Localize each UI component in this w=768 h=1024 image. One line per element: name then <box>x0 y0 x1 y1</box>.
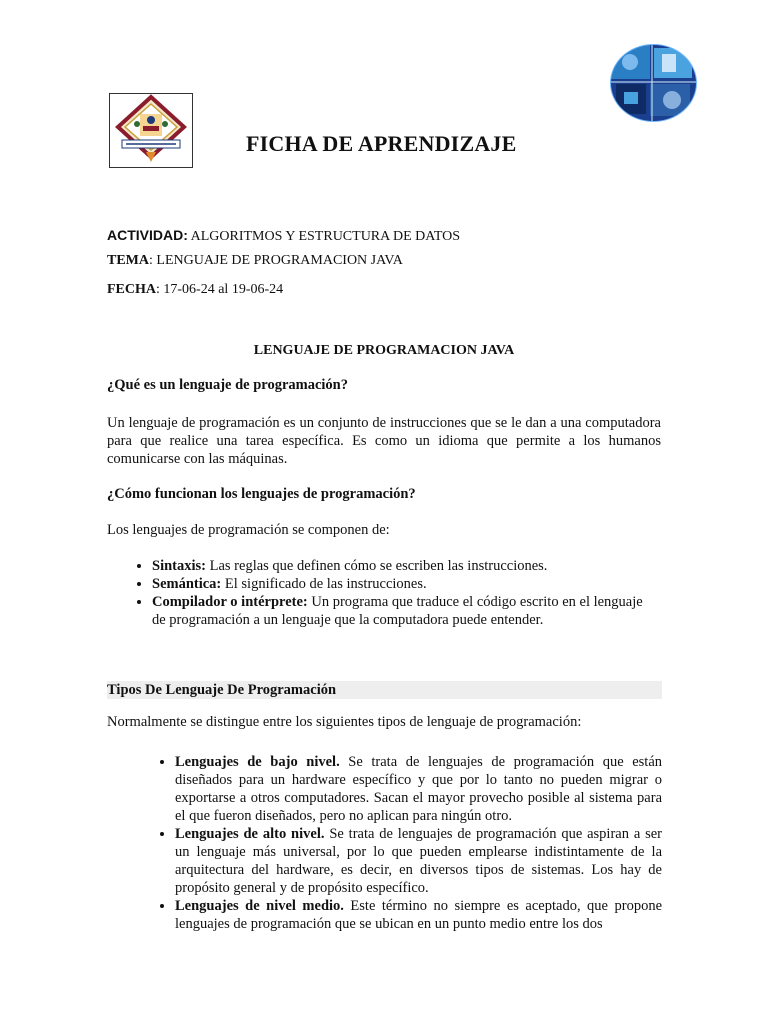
actividad-line <box>107 226 460 246</box>
list-item-desc: Se trata de lenguajes de programación que aspiran a ser un lenguaje más universal, por lo que pueden emplearse indistintamente de la arquitectura del hardware, es decir, en diversos tipos de sistemas. Los hay de propósito general y de propósito específico. <box>175 826 663 896</box>
list-item-desc: Se trata de lenguajes de programación que están diseñados para un hardware específico y que por lo tanto no pueden migrar o exportarse a otros computadores. Sacan el mayor provecho posible al sistema para el que fueron diseñados, pero no aplican para ningún otro. <box>175 754 663 824</box>
technology-collage-icon <box>610 44 697 122</box>
list-item <box>152 557 647 575</box>
section-title: LENGUAJE DE PROGRAMACION JAVA <box>253 343 515 358</box>
list-item-term: Lenguajes de alto nivel. <box>175 826 325 842</box>
page-title: FICHA DE APRENDIZAJE <box>246 131 517 156</box>
list-item <box>152 575 647 593</box>
list-item <box>175 753 662 825</box>
list-item-term: Sintaxis: <box>152 558 206 574</box>
fecha-value: : 17-06-24 al 19-06-24 <box>156 282 284 297</box>
list-item-term: Semántica: <box>152 576 222 592</box>
technology-collage-image <box>610 44 697 122</box>
list-item-term: Lenguajes de nivel medio. <box>175 898 344 914</box>
components-list <box>107 557 647 629</box>
types-heading: Tipos De Lenguaje De Programación <box>107 682 337 698</box>
list-item-desc: Este término no siempre es aceptado, que propone lenguajes de programación que se ubican en un punto medio entre los dos <box>175 898 663 932</box>
types-list <box>107 753 662 933</box>
tema-line <box>107 252 403 270</box>
tema-label: TEMA <box>107 253 149 268</box>
list-item-term: Compilador o intérprete: <box>152 594 308 610</box>
school-logo <box>109 93 193 168</box>
list-item <box>152 593 647 629</box>
fecha-line <box>107 281 283 299</box>
list-item-desc: El significado de las instrucciones. <box>221 576 427 592</box>
question-heading-2: ¿Cómo funcionan los lenguajes de programación? <box>107 486 416 502</box>
question-heading-1: ¿Qué es un lenguaje de programación? <box>107 377 348 393</box>
tema-value: : LENGUAJE DE PROGRAMACION JAVA <box>149 253 403 268</box>
list-item-desc: Un programa que traduce el código escrito en el lenguaje de programación a un lenguaje que la computadora puede entender. <box>152 594 643 628</box>
fecha-label: FECHA <box>107 282 156 297</box>
list-item-term: Lenguajes de bajo nivel. <box>175 754 340 770</box>
list-item-desc: Las reglas que definen cómo se escriben las instrucciones. <box>206 558 548 574</box>
list-item <box>175 897 662 933</box>
actividad-value: ALGORITMOS Y ESTRUCTURA DE DATOS <box>187 229 461 244</box>
school-crest-icon <box>110 94 192 167</box>
list-item <box>175 825 662 897</box>
paragraph-components-intro: Los lenguajes de programación se componen de: <box>107 522 390 538</box>
paragraph-definition: Un lenguaje de programación es un conjunto de instrucciones que se le dan a una computadora para que realice una tarea específica. Es como un idioma que permite a los humanos comunicarse con las máquinas. <box>107 415 661 467</box>
types-intro: Normalmente se distingue entre los siguientes tipos de lenguaje de programación: <box>107 714 582 730</box>
actividad-label: ACTIVIDAD: <box>107 227 188 243</box>
